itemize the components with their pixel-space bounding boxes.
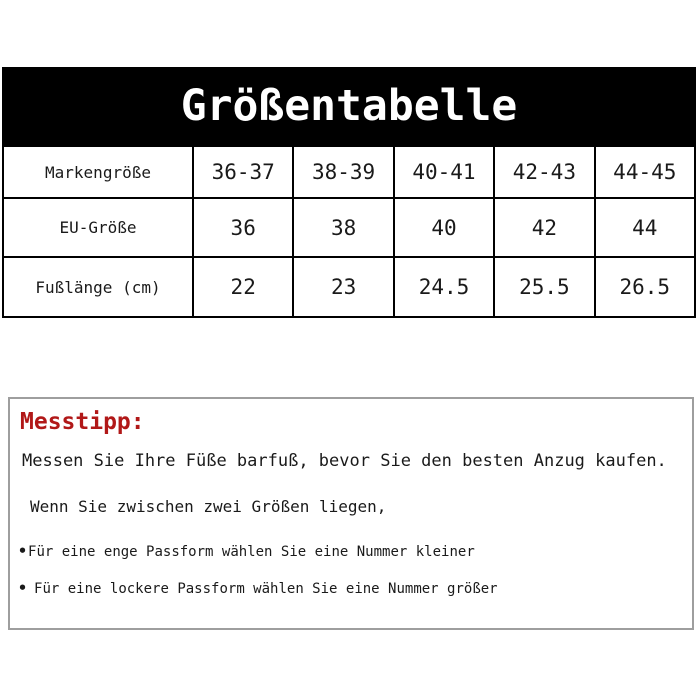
bullet-icon: • xyxy=(18,579,28,597)
table-row xyxy=(3,257,695,317)
tip-title: Messtipp: xyxy=(20,409,145,435)
page-title: Größentabelle xyxy=(180,81,518,131)
eu-size-cell: 44 xyxy=(595,198,695,257)
brand-size-cell: 36-37 xyxy=(193,146,293,198)
foot-length-cell: 25.5 xyxy=(494,257,594,317)
foot-length-cell: 24.5 xyxy=(394,257,494,317)
eu-size-cell: 36 xyxy=(193,198,293,257)
brand-size-cell: 38-39 xyxy=(293,146,393,198)
tip-bullet-text: Für eine lockere Passform wählen Sie eine Nummer größer xyxy=(34,581,498,597)
eu-size-cell: 38 xyxy=(293,198,393,257)
foot-length-cell: 23 xyxy=(293,257,393,317)
tip-text-measure-barefoot: Messen Sie Ihre Füße barfuß, bevor Sie den besten Anzug kaufen. xyxy=(22,451,667,471)
table-row xyxy=(3,146,695,198)
tip-bullet-text: Für eine enge Passform wählen Sie eine Nummer kleiner xyxy=(28,544,475,560)
foot-length-cell: 26.5 xyxy=(595,257,695,317)
row-label-foot-length: Fußlänge (cm) xyxy=(3,257,193,317)
measuring-tip-box xyxy=(8,397,694,630)
bullet-icon: • xyxy=(18,542,28,560)
brand-size-cell: 40-41 xyxy=(394,146,494,198)
tip-text-between-sizes: Wenn Sie zwischen zwei Größen liegen, xyxy=(30,497,387,516)
size-table xyxy=(2,145,696,318)
size-table-container xyxy=(2,145,696,318)
brand-size-cell: 44-45 xyxy=(595,146,695,198)
brand-size-cell: 42-43 xyxy=(494,146,594,198)
foot-length-cell: 22 xyxy=(193,257,293,317)
row-label-brand-size: Markengröße xyxy=(3,146,193,198)
row-label-eu-size: EU-Größe xyxy=(3,198,193,257)
tip-bullet-item-loose-fit xyxy=(18,579,498,597)
tip-bullet-item-snug-fit xyxy=(18,542,498,560)
size-chart-banner xyxy=(2,67,696,145)
tip-bullet-list xyxy=(18,542,498,616)
eu-size-cell: 40 xyxy=(394,198,494,257)
eu-size-cell: 42 xyxy=(494,198,594,257)
table-row xyxy=(3,198,695,257)
